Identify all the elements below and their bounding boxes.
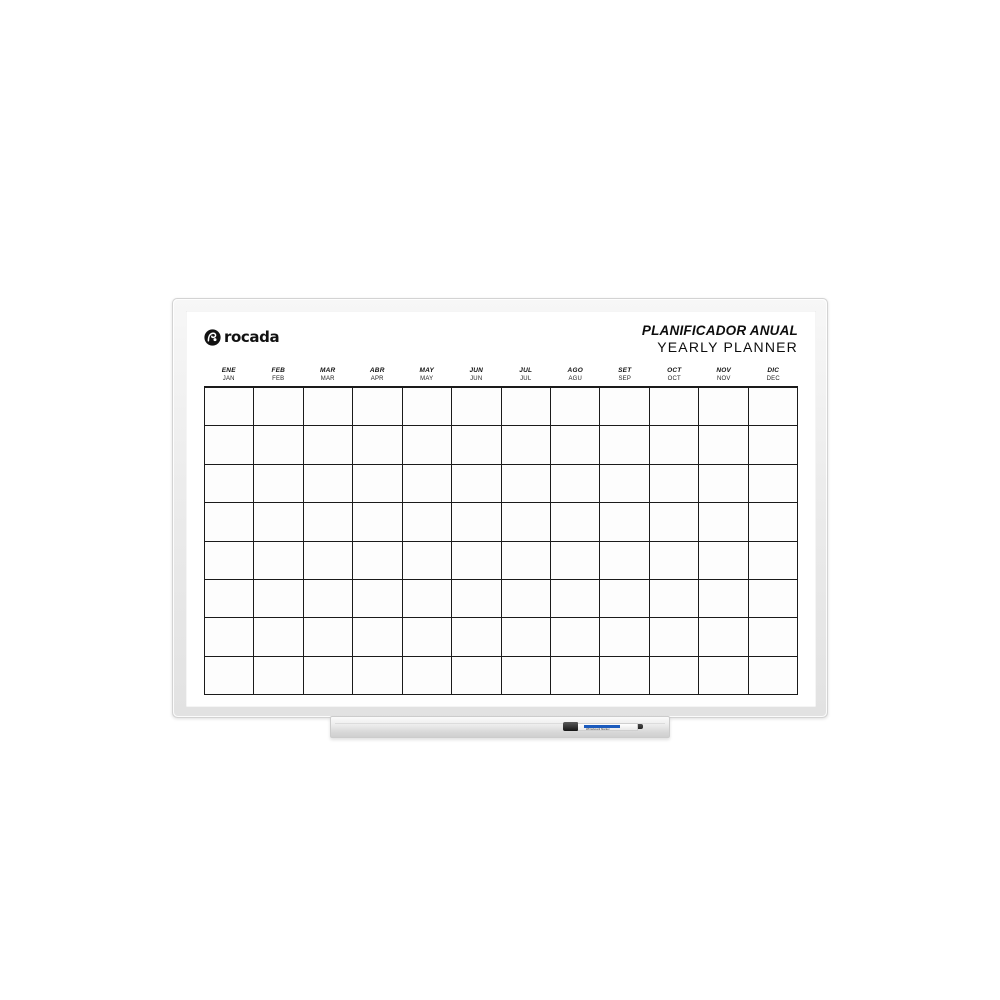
planner-cell[interactable]	[205, 465, 254, 503]
month-label-es: SET	[618, 367, 632, 374]
planner-cell[interactable]	[254, 580, 303, 618]
marker-cap-icon	[563, 722, 578, 731]
planner-cell[interactable]	[600, 618, 649, 656]
planner-cell[interactable]	[452, 618, 501, 656]
planner-cell[interactable]	[502, 542, 551, 580]
planner-cell[interactable]	[403, 618, 452, 656]
planner-cell[interactable]	[205, 542, 254, 580]
planner-row	[205, 542, 798, 580]
planner-cell[interactable]	[205, 580, 254, 618]
planner-cell[interactable]	[551, 580, 600, 618]
marker-body	[578, 723, 638, 731]
month-label-en: APR	[370, 376, 384, 382]
planner-cell[interactable]	[403, 580, 452, 618]
month-label-en: JAN	[222, 376, 235, 382]
planner-cell[interactable]	[353, 426, 402, 464]
planner-title-spanish: PLANIFICADOR ANUAL	[641, 323, 798, 338]
planner-row	[205, 388, 798, 426]
month-label-es: AGO	[567, 367, 583, 374]
planner-cell[interactable]	[403, 542, 452, 580]
planner-cell[interactable]	[452, 388, 501, 426]
planner-cell[interactable]	[551, 465, 600, 503]
planner-cell[interactable]	[452, 580, 501, 618]
planner-cell[interactable]	[304, 618, 353, 656]
planner-cell[interactable]	[353, 618, 402, 656]
month-label-es: OCT	[667, 367, 682, 374]
month-label-es: ENE	[221, 367, 236, 374]
month-column-header	[303, 367, 353, 386]
planner-cell[interactable]	[403, 465, 452, 503]
planner-row	[205, 503, 798, 541]
planner-cell[interactable]	[650, 503, 699, 541]
planner-cell[interactable]	[452, 503, 501, 541]
planner-cell[interactable]	[304, 465, 353, 503]
planner-title-english: YEARLY PLANNER	[657, 338, 798, 355]
month-label-en: FEB	[272, 376, 285, 382]
planner-cell[interactable]	[749, 542, 798, 580]
month-column-header	[254, 367, 304, 386]
month-column-header	[699, 367, 749, 386]
planner-cell[interactable]	[699, 503, 748, 541]
board-header	[204, 323, 798, 367]
planner-cell[interactable]	[502, 580, 551, 618]
month-label-en: AGU	[568, 376, 583, 382]
planner-cell[interactable]	[205, 657, 254, 695]
planner-cell[interactable]	[403, 503, 452, 541]
planner-cell[interactable]	[600, 426, 649, 464]
planner-cell[interactable]	[304, 580, 353, 618]
planner-cell[interactable]	[600, 657, 649, 695]
planner-title-block	[642, 323, 798, 355]
planner-cell[interactable]	[699, 388, 748, 426]
planner-cell[interactable]	[699, 426, 748, 464]
planner-cell-grid	[204, 387, 798, 695]
planner-cell[interactable]	[502, 388, 551, 426]
month-label-es: ABR	[369, 367, 385, 374]
planner-cell[interactable]	[699, 618, 748, 656]
planner-cell[interactable]	[551, 657, 600, 695]
planner-cell[interactable]	[650, 618, 699, 656]
whiteboard-marker[interactable]	[563, 722, 643, 731]
planner-cell[interactable]	[452, 426, 501, 464]
planner-cell[interactable]	[699, 465, 748, 503]
planner-cell[interactable]	[551, 542, 600, 580]
month-header-row	[204, 367, 798, 387]
planner-cell[interactable]	[749, 503, 798, 541]
month-column-header	[650, 367, 700, 386]
planner-cell[interactable]	[205, 503, 254, 541]
planner-cell[interactable]	[650, 426, 699, 464]
month-label-en: MAR	[320, 376, 335, 382]
planner-cell[interactable]	[749, 580, 798, 618]
planner-cell[interactable]	[452, 657, 501, 695]
brand-lockup	[204, 329, 279, 346]
planner-cell[interactable]	[600, 580, 649, 618]
whiteboard-frame	[172, 298, 828, 718]
planner-cell[interactable]	[353, 503, 402, 541]
planner-cell[interactable]	[353, 465, 402, 503]
month-column-header	[353, 367, 403, 386]
month-column-header	[600, 367, 650, 386]
month-label-en: JUN	[470, 376, 483, 382]
planner-cell[interactable]	[254, 542, 303, 580]
month-label-es: MAR	[320, 367, 336, 374]
month-column-header	[204, 367, 254, 386]
month-label-es: NOV	[716, 367, 732, 374]
planner-cell[interactable]	[600, 388, 649, 426]
planner-cell[interactable]	[304, 388, 353, 426]
month-label-es: JUL	[519, 367, 533, 374]
planner-cell[interactable]	[304, 657, 353, 695]
marker-label: Whiteboard Marker	[586, 727, 610, 731]
planner-cell[interactable]	[502, 618, 551, 656]
planner-cell[interactable]	[749, 426, 798, 464]
planner-cell[interactable]	[304, 542, 353, 580]
planner-cell[interactable]	[452, 542, 501, 580]
month-label-es: FEB	[271, 367, 286, 374]
brand-name: rocada	[224, 328, 280, 346]
planner-cell[interactable]	[650, 465, 699, 503]
planner-cell[interactable]	[452, 465, 501, 503]
planner-cell[interactable]	[353, 580, 402, 618]
planner-cell[interactable]	[600, 503, 649, 541]
planner-cell[interactable]	[502, 465, 551, 503]
planner-cell[interactable]	[749, 618, 798, 656]
marker-tip-icon	[638, 724, 643, 729]
planner-cell[interactable]	[403, 426, 452, 464]
planner-cell[interactable]	[600, 542, 649, 580]
planner-cell[interactable]	[254, 426, 303, 464]
planner-cell[interactable]	[403, 657, 452, 695]
planner-cell[interactable]	[502, 503, 551, 541]
planner-cell[interactable]	[353, 657, 402, 695]
planner-cell[interactable]	[650, 657, 699, 695]
whiteboard-surface	[186, 311, 816, 707]
planner-cell[interactable]	[254, 503, 303, 541]
yearly-planner-grid	[204, 367, 798, 695]
planner-cell[interactable]	[304, 503, 353, 541]
month-label-es: DIC	[767, 367, 780, 374]
planner-cell[interactable]	[502, 657, 551, 695]
planner-cell[interactable]	[551, 618, 600, 656]
planner-cell[interactable]	[749, 657, 798, 695]
planner-row	[205, 426, 798, 464]
planner-cell[interactable]	[254, 388, 303, 426]
planner-cell[interactable]	[551, 426, 600, 464]
planner-cell[interactable]	[353, 388, 402, 426]
month-label-en: JUL	[520, 376, 532, 382]
month-label-en: MAY	[420, 376, 434, 382]
planner-cell[interactable]	[254, 618, 303, 656]
planner-cell[interactable]	[699, 657, 748, 695]
planner-cell[interactable]	[205, 618, 254, 656]
planner-cell[interactable]	[749, 388, 798, 426]
planner-cell[interactable]	[403, 388, 452, 426]
planner-cell[interactable]	[353, 542, 402, 580]
pen-tray	[330, 716, 670, 738]
planner-cell[interactable]	[254, 657, 303, 695]
planner-cell[interactable]	[650, 580, 699, 618]
month-label-es: JUN	[469, 367, 484, 374]
planner-cell[interactable]	[600, 465, 649, 503]
month-column-header	[402, 367, 452, 386]
planner-row	[205, 657, 798, 695]
month-column-header	[551, 367, 601, 386]
planner-cell[interactable]	[254, 465, 303, 503]
planner-row	[205, 580, 798, 618]
planner-cell[interactable]	[304, 426, 353, 464]
month-label-en: SEP	[618, 376, 632, 382]
planner-cell[interactable]	[699, 580, 748, 618]
planner-cell[interactable]	[205, 426, 254, 464]
month-label-en: NOV	[716, 376, 731, 382]
month-column-header	[452, 367, 502, 386]
rocada-logo-icon	[204, 329, 221, 346]
month-label-en: OCT	[667, 376, 681, 382]
planner-cell[interactable]	[699, 542, 748, 580]
month-label-es: MAY	[419, 367, 435, 374]
planner-cell[interactable]	[205, 388, 254, 426]
planner-cell[interactable]	[749, 465, 798, 503]
planner-row	[205, 465, 798, 503]
planner-cell[interactable]	[650, 388, 699, 426]
month-column-header	[501, 367, 551, 386]
planner-cell[interactable]	[551, 503, 600, 541]
planner-cell[interactable]	[502, 426, 551, 464]
planner-cell[interactable]	[650, 542, 699, 580]
month-label-en: DEC	[766, 376, 780, 382]
planner-cell[interactable]	[551, 388, 600, 426]
planner-row	[205, 618, 798, 656]
month-column-header	[749, 367, 799, 386]
